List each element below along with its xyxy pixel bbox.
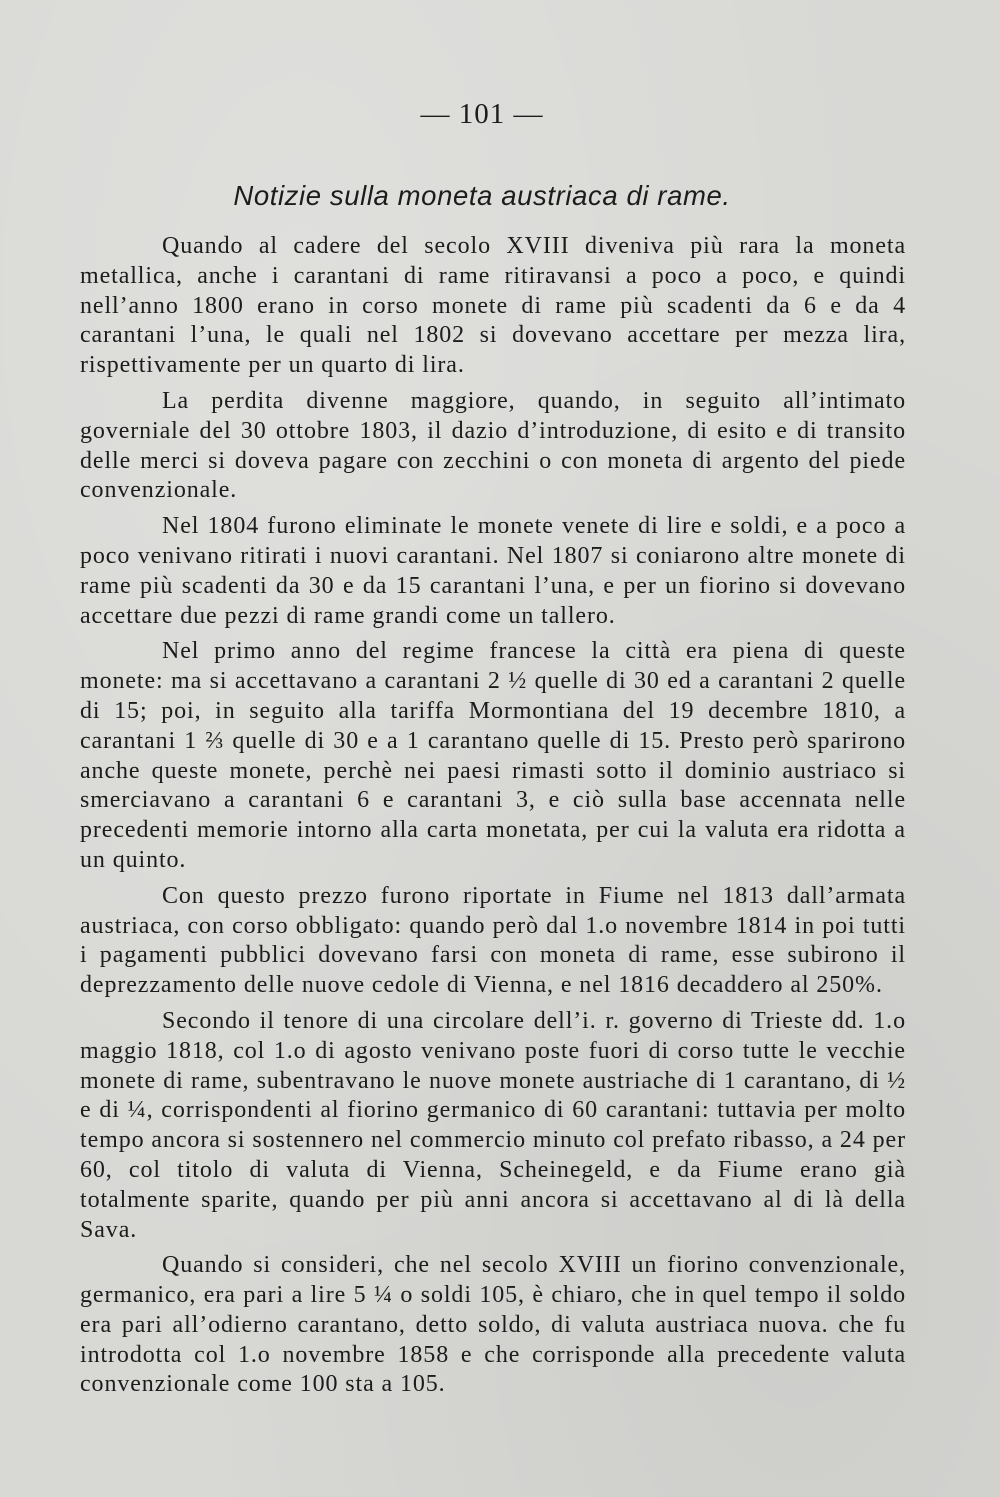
paragraph: Nel 1804 furono eliminate le monete venete di lire e soldi, e a poco a poco venivano ritirati i nuovi carantani. Nel 1807 si coniarono altre monete di rame più scadenti da 30 e da 15 carantani l’una, e per un fiorino si dovevano accettare due pezzi di rame grandi come un tallero. — [80, 513, 906, 629]
page-number: — 101 — — [420, 98, 544, 130]
paragraph: Con questo prezzo furono riportate in Fiume nel 1813 dall’armata austriaca, con corso obbligato: quando però dal 1.o novembre 1814 in poi tutti i pagamenti pubblici dovevano farsi con moneta di rame, esse subirono il deprezzamento delle nuove cedole di Vienna, e nel 1816 decaddero al 250%. — [80, 882, 906, 999]
paragraph: Secondo il tenore di una circolare dell’i. r. governo di Trieste dd. 1.o maggio 1818, col 1.o di agosto venivano poste fuori di corso tutte le vecchie monete di rame, subentravano le nuove monete austriache di 1 carantano, di ½ e di ¼, corrispondenti al fiorino germanico di 60 carantani: tuttavia per molto tempo ancora si sostennero nel commercio minuto col prefato ribasso, a 24 per 60, col titolo di valuta di Vienna, Scheinegeld, e da Fiume erano già totalmente sparite, quando per più anni ancora si accettavano al di là della Sava. — [80, 1007, 906, 1243]
body-text — [80, 232, 906, 1400]
paragraph: Quando si consideri, che nel secolo XVIII un fiorino convenzionale, germanico, era pari a lire 5 ¼ o soldi 105, è chiaro, che in quel tempo il soldo era pari all’odierno carantano, detto soldo, di valuta austriaca nuova. che fu introdotta col 1.o novembre 1858 e che corrisponde alla precedente valuta convenzionale come 100 sta a 105. — [80, 1252, 906, 1398]
paragraph: Quando al cadere del secolo XVIII diveniva più rara la moneta metallica, anche i carantani di rame ritiravansi a poco a poco, e quindi nell’anno 1800 erano in corso monete di rame più scadenti da 6 e da 4 carantani l’una, le quali nel 1802 si dovevano accettare per mezza lira, rispettivamente per un quarto di lira. — [80, 233, 906, 379]
paragraph: Nel primo anno del regime francese la città era piena di queste monete: ma si accettavano a carantani 2 ½ quelle di 30 ed a carantani 2 quelle di 15; poi, in seguito alla tariffa Mormontiana del 19 decembre 1810, a carantani 1 ⅔ quelle di 30 e a 1 carantano quelle di 15. Presto però sparirono anche queste monete, perchè nei paesi rimasti sotto il dominio austriaco si smerciavano a carantani 6 e carantani 3, e ciò sulla base accennata nelle precedenti memorie intorno alla carta monetata, per cui la valuta era ridotta a un quinto. — [80, 638, 906, 873]
section-title: Notizie sulla moneta austriaca di rame. — [233, 180, 731, 211]
paragraph: La perdita divenne maggiore, quando, in seguito all’intimato governiale del 30 ottobre 1803, il dazio d’introduzione, di esito e di transito delle merci si doveva pagare con zecchini o con moneta di argento del piede convenzionale. — [80, 387, 906, 504]
